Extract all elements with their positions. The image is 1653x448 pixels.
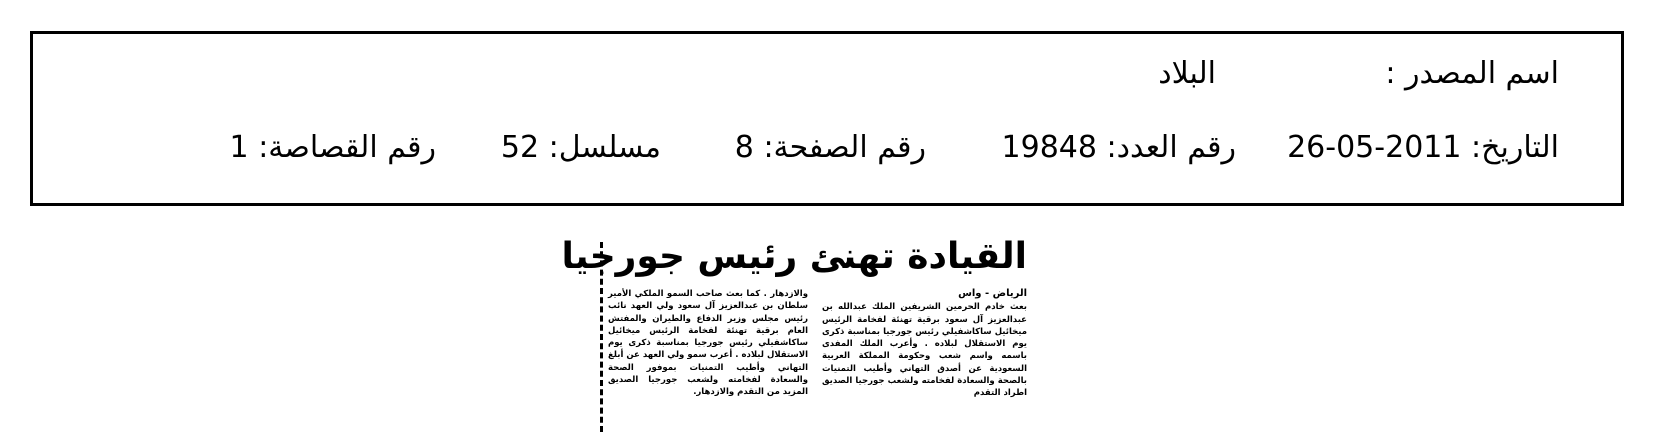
clipping-dashed-border	[600, 242, 603, 432]
clip-label: رقم القصاصة:	[258, 130, 436, 165]
source-label: اسم المصدر :	[1385, 56, 1559, 91]
clip-value: 1	[229, 130, 249, 165]
page-label: رقم الصفحة:	[763, 130, 926, 165]
clip-field	[230, 130, 436, 166]
article-headline: القيادة تهنئ رئيس جورجيا	[561, 236, 1027, 277]
article-column-right	[822, 288, 1027, 400]
issue-field	[1002, 130, 1236, 166]
issue-value: 19848	[1001, 130, 1097, 165]
article-column-right-text: بعث خادم الحرمين الشريفين الملك عبدالله بن عبدالعزيز آل سعود برقية تهنئة لفخامة الرئيس ميخائيل ساكاشفيلي رئيس جورجيا بمناسبة ذكرى يوم الاستقلال لبلاده . وأعرب الملك المفدى باسمه واسم شعب وحكومة المملكة العربية السعودية عن أصدق التهاني وأطيب التمنيات بالصحة والسعادة لفخامته ولشعب جورجيا الصديق اطراد التقدم	[822, 302, 1027, 399]
serial-field	[501, 130, 661, 166]
article-column-left	[608, 288, 808, 399]
newspaper-clipping	[561, 236, 1055, 436]
source-value: البلاد	[1158, 56, 1216, 91]
page-field	[735, 130, 926, 166]
metadata-box	[30, 31, 1624, 206]
article-column-left-text: والازدهار . كما بعث صاحب السمو الملكي الأمير سلطان بن عبدالعزيز آل سعود ولي العهد نائب رئيس مجلس وزير الدفاع والطيران والمفتش العام برقية تهنئة لفخامة الرئيس ميخائيل ساكاشفيلي رئيس جورجيا بمناسبة ذكرى يوم الاستقلال لبلاده . أعرب سمو ولي العهد عن أبلغ التهاني وأطيب التمنيات بموفور الصحة والسعادة لفخامته ولشعب جورجيا الصديق المزيد من التقدم والازدهار.	[608, 289, 808, 398]
date-value: 2011-05-26	[1287, 130, 1462, 165]
serial-value: 52	[500, 130, 540, 165]
issue-label: رقم العدد:	[1106, 130, 1236, 165]
serial-label: مسلسل:	[548, 130, 661, 165]
date-label: التاريخ:	[1471, 130, 1559, 165]
page-value: 8	[734, 130, 754, 165]
article-dateline: الرياض - واس	[958, 288, 1027, 299]
date-field	[1287, 130, 1559, 166]
